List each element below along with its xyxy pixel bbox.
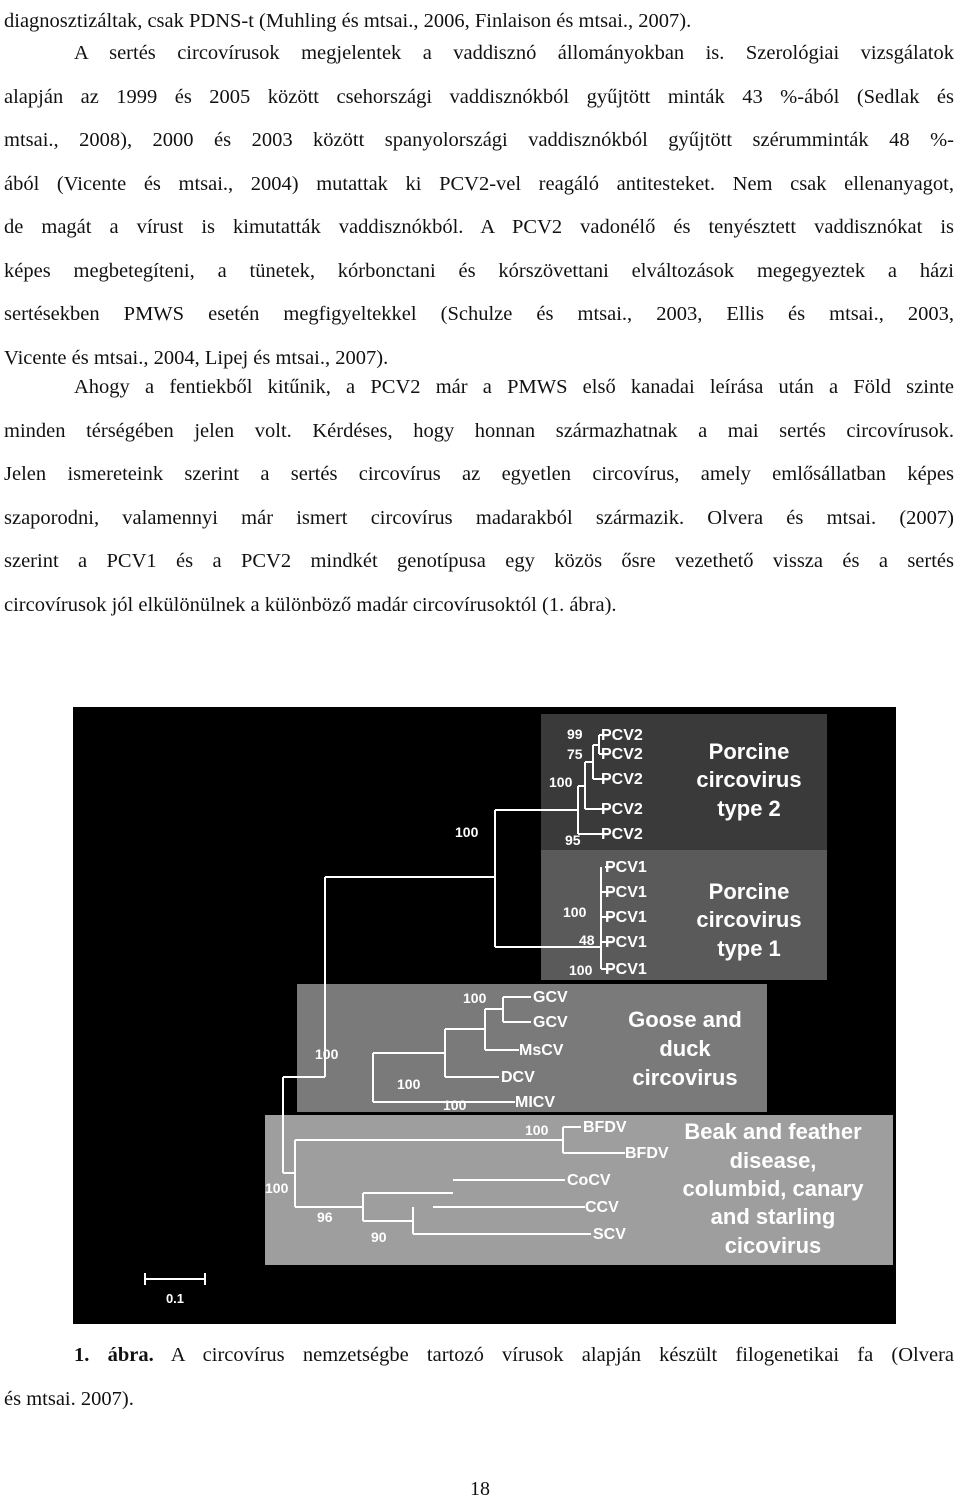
bootstrap-value: 100	[463, 990, 487, 1006]
taxon-label: PCV1	[605, 934, 647, 951]
text-line: A sertés circovírusok megjelentek a vaddisznó állományokban is. Szerológiai vizsgálatok	[74, 42, 954, 64]
bootstrap-value: 100	[315, 1046, 339, 1062]
group-title-line: Porcine	[708, 879, 790, 904]
text-line: minden térségében jelen volt. Kérdéses, hogy honnan származhatnak a mai sertés circovírusok.	[4, 419, 954, 442]
tree-svg	[73, 707, 896, 1324]
bootstrap-value: 100	[569, 962, 593, 978]
group-title-line: columbid, canary	[682, 1176, 864, 1201]
figure-caption	[4, 1334, 954, 1421]
taxon-label: DCV	[501, 1069, 535, 1086]
taxon-label: PCV2	[601, 746, 643, 763]
taxon-label: BFDV	[625, 1145, 669, 1162]
text-line: Jelen ismereteink szerint a sertés circovírus az egyetlen circovírus, amely emlősállatban képes	[4, 463, 954, 485]
bootstrap-value: 100	[549, 774, 573, 790]
bootstrap-value: 96	[317, 1209, 333, 1225]
bootstrap-value: 100	[265, 1180, 289, 1196]
paragraph-3	[4, 366, 954, 627]
scale-label: 0.1	[165, 1291, 185, 1306]
caption-label: 1. ábra.	[74, 1344, 154, 1366]
group-title-line: duck	[659, 1036, 711, 1061]
text-line: sertésekben PMWS esetén megfigyeltekkel (Schulze és mtsai., 2003, Ellis és mtsai., 2003,	[4, 303, 954, 325]
paragraph-2	[4, 32, 954, 380]
group-title-line: cicovirus	[724, 1233, 822, 1258]
group-title-line: type 2	[717, 796, 781, 821]
text-line: képes megbetegíteni, a tünetek, kórbonctani és kórszövettani elváltozások megegyeztek a házi	[4, 259, 954, 282]
taxon-label: PCV1	[605, 961, 647, 978]
group-title-line: type 1	[717, 936, 781, 961]
caption-text: A circovírus nemzetségbe tartozó vírusok alapján készült filogenetikai fa (Olvera	[153, 1344, 954, 1366]
taxon-label: GCV	[533, 1014, 568, 1031]
group-title-line: circovirus	[696, 767, 802, 792]
bootstrap-value: 95	[565, 832, 581, 848]
bootstrap-value: 100	[397, 1076, 421, 1092]
text-line: mtsai., 2008), 2000 és 2003 között spanyolországi vaddisznókból gyűjtött szérumminták 48 %-	[4, 129, 954, 151]
taxon-label: BFDV	[583, 1119, 627, 1136]
bootstrap-value: 90	[371, 1229, 387, 1245]
group-title-line: and starling	[710, 1204, 836, 1229]
text-line: Ahogy a fentiekből kitűnik, a PCV2 már a PMWS első kanadai leírása után a Föld szinte	[74, 376, 954, 398]
bootstrap-value: 48	[579, 932, 595, 948]
group-title-line: circovirus	[696, 907, 802, 932]
taxon-label: SCV	[593, 1226, 626, 1243]
text-line: diagnosztizáltak, csak PDNS-t (Muhling és mtsai., 2006, Finlaison és mtsai., 2007).	[4, 10, 692, 32]
text-line: alapján az 1999 és 2005 között csehországi vaddisznókból gyűjtött minták 43 %-ából (Sedlak és	[4, 85, 954, 108]
taxon-label: PCV1	[605, 884, 647, 901]
caption-line: és mtsai. 2007).	[4, 1387, 134, 1410]
taxon-label: PCV1	[605, 859, 647, 876]
group-title-line: circovirus	[632, 1065, 738, 1090]
taxon-label: PCV1	[605, 909, 647, 926]
taxon-label: PCV2	[601, 727, 643, 744]
taxon-label: GCV	[533, 989, 568, 1006]
bootstrap-value: 100	[443, 1097, 467, 1113]
text-line: szaporodni, valamennyi már ismert circovírus madarakból származik. Olvera és mtsai. (2007)	[4, 506, 954, 529]
bootstrap-value: 75	[567, 746, 583, 762]
page-number: 18	[470, 1478, 490, 1500]
taxon-label: PCV2	[601, 801, 643, 818]
taxon-label: CoCV	[567, 1172, 611, 1189]
text-line: ából (Vicente és mtsai., 2004) mutattak ki PCV2-vel reagáló antitesteket. Nem csak ellenanyagot,	[4, 172, 954, 195]
group-title-line: Beak and feather	[684, 1119, 862, 1144]
taxon-label: MsCV	[519, 1042, 564, 1059]
taxon-label: MICV	[515, 1094, 555, 1111]
group-title-line: Goose and	[628, 1007, 742, 1032]
bootstrap-value: 100	[455, 824, 479, 840]
text-line: circovírusok jól elkülönülnek a különböző madár circovírusoktól (1. ábra).	[4, 593, 617, 616]
group-title-line: Porcine	[708, 739, 790, 764]
taxon-label: CCV	[585, 1199, 619, 1216]
scale-bar	[145, 1273, 205, 1306]
text-line: Vicente és mtsai., 2004, Lipej és mtsai., 2007).	[4, 346, 389, 369]
group-title-line: disease,	[729, 1148, 817, 1173]
caption-line	[4, 1334, 954, 1378]
taxon-label: PCV2	[601, 826, 643, 843]
bootstrap-value: 100	[563, 904, 587, 920]
phylogenetic-tree-figure	[73, 707, 896, 1324]
taxon-label: PCV2	[601, 771, 643, 788]
bootstrap-value: 99	[567, 726, 583, 742]
text-line: de magát a vírust is kimutatták vaddisznókból. A PCV2 vadonélő és tenyésztett vaddisznókat is	[4, 216, 954, 238]
text-line: szerint a PCV1 és a PCV2 mindkét genotípusa egy közös ősre vezethető vissza és a sertés	[4, 550, 954, 572]
bootstrap-value: 100	[525, 1122, 549, 1138]
